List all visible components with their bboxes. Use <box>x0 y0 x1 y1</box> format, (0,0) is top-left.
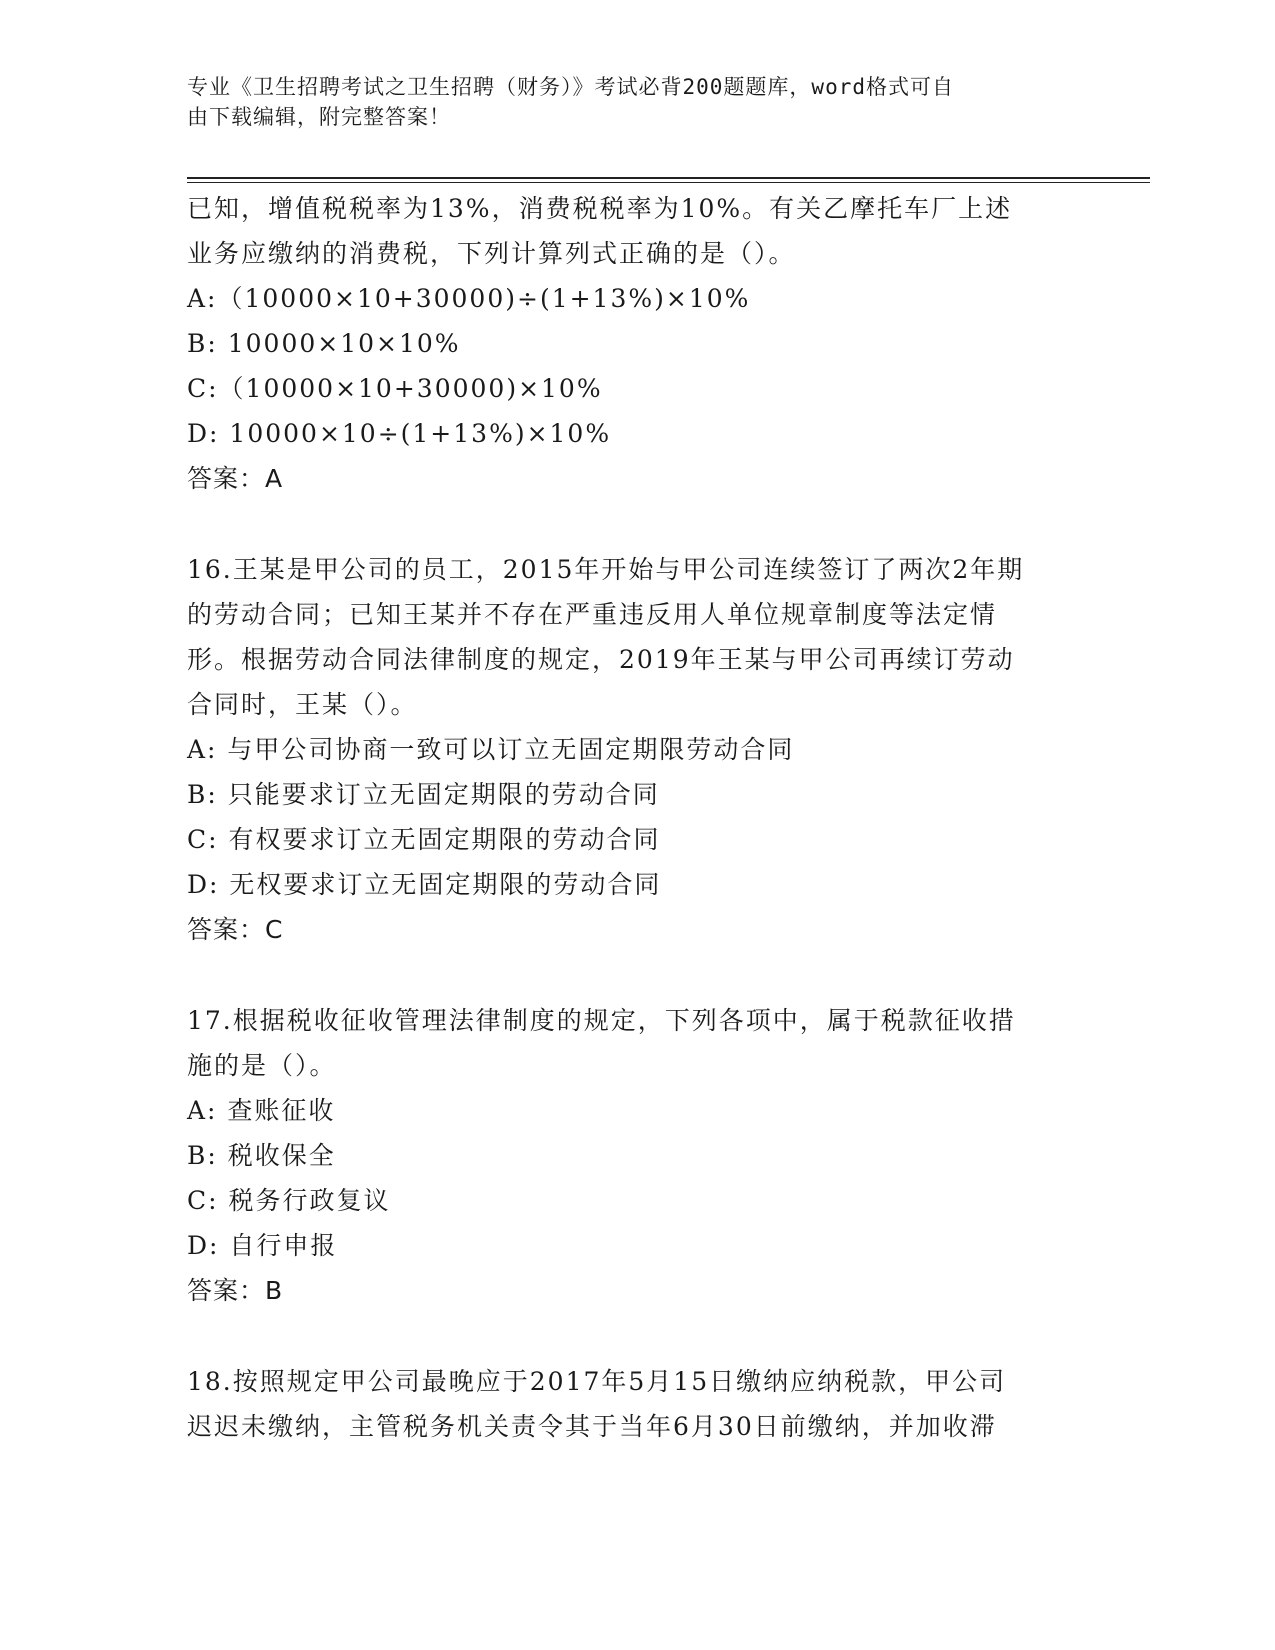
header-divider-thick <box>187 177 1150 179</box>
question-spacer <box>187 1313 1087 1359</box>
header-line-1: 专业《卫生招聘考试之卫生招聘（财务）》考试必背200题题库，word格式可自 <box>187 75 954 99</box>
answer-label: 答案：B <box>187 1276 284 1305</box>
option-a: A: 查账征收 <box>187 1096 336 1125</box>
option-c: C: 税务行政复议 <box>187 1186 391 1215</box>
question-stem-line: 施的是（）。 <box>187 1051 337 1080</box>
option-b: B: 10000×10×10% <box>187 329 461 358</box>
document-header <box>187 72 1067 132</box>
header-divider-thin <box>187 182 1150 183</box>
question-16 <box>187 547 1087 952</box>
question-list <box>187 186 1087 1449</box>
question-stem-line: 17.根据税收征收管理法律制度的规定，下列各项中，属于税款征收措 <box>187 1006 1016 1035</box>
option-a: A:（10000×10+30000)÷(1+13%)×10% <box>187 284 751 313</box>
answer-label: 答案：A <box>187 464 284 493</box>
option-d: D: 无权要求订立无固定期限的劳动合同 <box>187 870 662 899</box>
question-stem-line: 形。根据劳动合同法律制度的规定，2019年王某与甲公司再续订劳动 <box>187 645 1015 674</box>
question-18 <box>187 1359 1087 1449</box>
question-stem-line: 18.按照规定甲公司最晚应于2017年5月15日缴纳应纳税款，甲公司 <box>187 1367 1007 1396</box>
option-b: B: 只能要求订立无固定期限的劳动合同 <box>187 780 660 809</box>
option-d: D: 10000×10÷(1+13%)×10% <box>187 419 612 448</box>
option-d: D: 自行申报 <box>187 1231 338 1260</box>
question-stem-line: 合同时，王某（）。 <box>187 690 418 719</box>
question-15 <box>187 186 1087 501</box>
option-c: C: 有权要求订立无固定期限的劳动合同 <box>187 825 661 854</box>
question-stem-line: 已知，增值税税率为13%，消费税税率为10%。有关乙摩托车厂上述 <box>187 194 1013 223</box>
question-stem-line: 业务应缴纳的消费税，下列计算列式正确的是（）。 <box>187 239 796 268</box>
question-spacer <box>187 501 1087 547</box>
answer-label: 答案：C <box>187 915 284 944</box>
header-line-2: 由下载编辑，附完整答案！ <box>187 105 451 129</box>
option-c: C:（10000×10+30000)×10% <box>187 374 603 403</box>
option-a: A: 与甲公司协商一致可以订立无固定期限劳动合同 <box>187 735 795 764</box>
question-17 <box>187 998 1087 1313</box>
option-b: B: 税收保全 <box>187 1141 336 1170</box>
question-stem-line: 的劳动合同；已知王某并不存在严重违反用人单位规章制度等法定情 <box>187 600 998 629</box>
question-spacer <box>187 952 1087 998</box>
question-stem-line: 16.王某是甲公司的员工，2015年开始与甲公司连续签订了两次2年期 <box>187 555 1025 584</box>
question-stem-line: 迟迟未缴纳，主管税务机关责令其于当年6月30日前缴纳，并加收滞 <box>187 1412 997 1441</box>
